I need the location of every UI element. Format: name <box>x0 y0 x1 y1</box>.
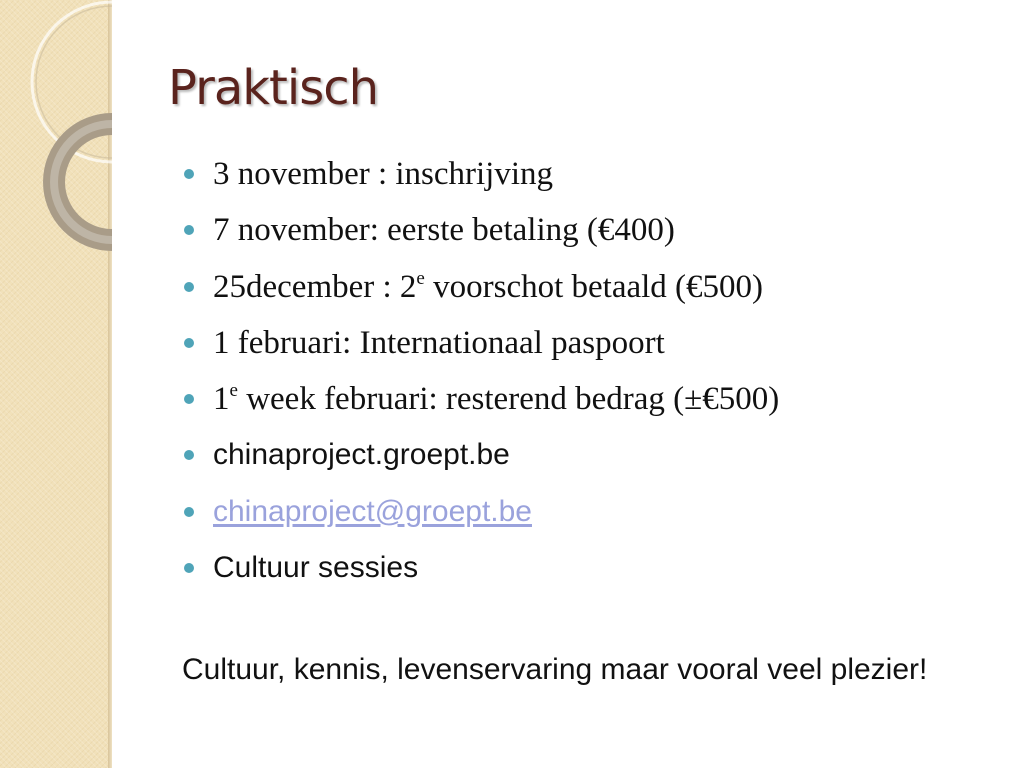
bullet-text: 7 november: eerste betaling (€400) <box>213 212 675 249</box>
bullet-item-website <box>184 427 779 483</box>
bullet-item-resterend-bedrag <box>184 371 779 427</box>
bullet-item-voorschot <box>184 259 779 315</box>
decorative-circles <box>0 0 120 300</box>
bullet-dot-icon <box>184 225 194 235</box>
closing-text: Cultuur, kennis, levenservaring maar vooral veel plezier! <box>182 653 928 686</box>
bullet-text: 1 <box>213 381 230 418</box>
website-text: chinaproject.groept.be <box>213 438 510 472</box>
bullet-text: 1 februari: Internationaal paspoort <box>213 324 665 361</box>
email-link[interactable]: chinaproject@groept.be <box>213 494 532 528</box>
slide-title: Praktisch <box>168 60 379 116</box>
bullet-text: Cultuur sessies <box>213 551 419 585</box>
bullet-text: 3 november : inschrijving <box>213 156 554 192</box>
bullet-dot-icon <box>184 394 194 404</box>
bullet-item-email <box>184 484 779 540</box>
bullet-dot-icon <box>184 338 194 348</box>
bullet-dot-icon <box>184 563 194 573</box>
bullet-text-continued: week februari: resterend bedrag (±€500) <box>237 381 780 418</box>
bullet-superscript: e <box>229 380 238 402</box>
bullet-list <box>184 146 779 596</box>
bullet-item-eerste-betaling <box>184 202 779 258</box>
bullet-text: 25december : 2 <box>213 268 417 305</box>
bullet-dot-icon <box>184 282 194 292</box>
bullet-item-paspoort <box>184 315 779 371</box>
bullet-text-continued: voorschot betaald (€500) <box>424 268 764 305</box>
bullet-item-inschrijving <box>184 146 779 202</box>
bullet-superscript: e <box>416 267 425 289</box>
bullet-dot-icon <box>184 169 194 179</box>
bullet-dot-icon <box>184 450 194 460</box>
bullet-dot-icon <box>184 507 194 517</box>
bullet-item-cultuur-sessies <box>184 540 779 596</box>
